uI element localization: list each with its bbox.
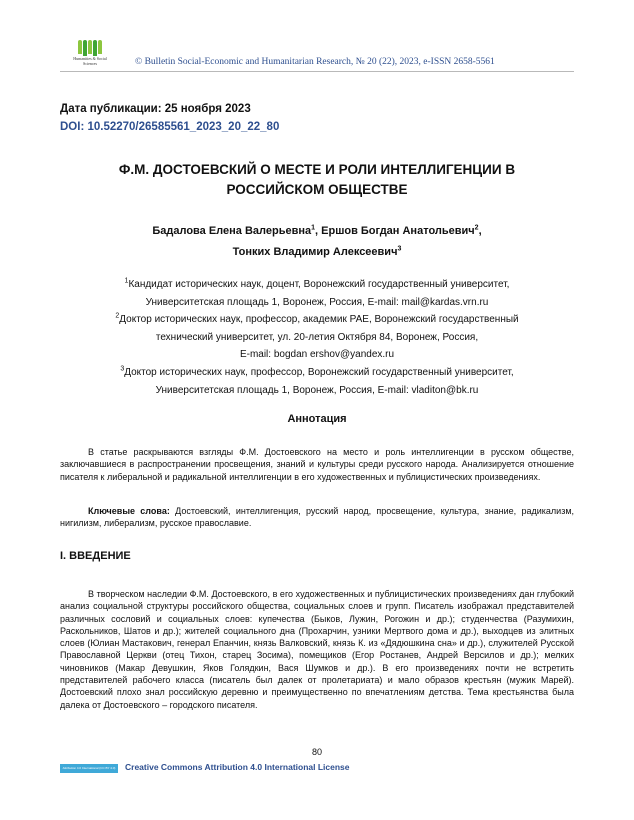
author-separator: , [315, 225, 322, 237]
affil-ref-1: 1 [124, 277, 129, 285]
logo-text-line2: Sciences [83, 61, 97, 66]
page-number: 80 [311, 747, 322, 757]
author-separator: , [478, 225, 482, 237]
annotation-heading: Аннотация [287, 413, 347, 425]
affil-2-line-3: E-mail: bogdan ershov@yandex.ru [239, 349, 395, 361]
journal-logo [60, 40, 120, 70]
section-heading-introduction: I. ВВЕДЕНИЕ [60, 550, 131, 562]
author-3: Тонких Владимир Алексеевич [232, 246, 398, 258]
header-divider [60, 71, 574, 72]
affiliations [70, 276, 564, 399]
article-title [60, 160, 574, 200]
keywords-label: Ключевые слова: [88, 506, 170, 516]
people-icon [60, 40, 120, 56]
affil-ref-2: 2 [115, 312, 120, 320]
annotation-text: В статье раскрываются взгляды Ф.М. Достоевского на место и роль интеллигенции в русском обществе, заключавшиеся в распространении просвещения, знаний и культуры среди русского народа. Анализируется отношение писателя к либеральной и радикальной интеллигенции в его художественных и публицистических произведениях. [60, 447, 574, 482]
keywords [60, 505, 574, 530]
author-1: Бадалова Елена Валерьевна [152, 225, 312, 237]
affil-1-line-1: Кандидат исторических наук, доцент, Воронежский государственный университет, [128, 279, 510, 290]
affil-3-line-2: Университетская площадь 1, Воронеж, Россия, E-mail: vladiton@bk.ru [155, 384, 479, 396]
affil-1-line-2: Университетская площадь 1, Воронеж, Россия, E-mail: mail@kardas.vrn.ru [145, 296, 489, 308]
title-line-2: РОССИЙСКОМ ОБЩЕСТВЕ [226, 182, 408, 197]
affil-ref-3: 3 [120, 365, 125, 373]
cc-license-link[interactable]: Creative Commons Attribution 4.0 International License [125, 762, 350, 772]
journal-header: © Bulletin Social-Economic and Humanitarian Research, № 20 (22), 2023, e-ISSN 2658-5561 [135, 57, 495, 67]
introduction-paragraph: В творческом наследии Ф.М. Достоевского, в его художественных и публицистических произведениях дан глубокий анализ социальной структуры российского общества, социальных слоев и групп. Писатель изображал представителей различных сословий и социальных слоев: купечества (Быков, Лужин, Рогожин и др.); студенчества (Разумихин, Раскольников, Шатов и др.); жителей социального дна (Прохарчин, узники Мертвого дома и др.), выходцев из элитных слоев (Юлиан Мастакович, генерал Епанчин, князь Валковский, князь К. из «Дядюшкина сна» и др.), служителей Русской Православной Церкви (отец Тихон, старец Зосима), помещиков (Егор Ростанев, Андрей Версилов и др.); мелких чиновников (Макар Девушкин, Яков Голядкин, Вася Шумков и др.). В его произведениях почти не встретить представителей рабочего класса (писатель был далек от пролетариата) и мало образов крестьян (мужик Марей). Достоевский плохо знал российскую деревню и преимущественно по впечатлениям детства. Тема крестьянства была далека от Достоевского – городского писателя. [60, 589, 574, 710]
keywords-text: Достоевский, интеллигенция, русский народ, просвещение, культура, знание, радикализм, нигилизм, либерализм, русское православие. [60, 506, 575, 529]
author-list [60, 221, 574, 263]
title-line-1: Ф.М. ДОСТОЕВСКИЙ О МЕСТЕ И РОЛИ ИНТЕЛЛИГЕНЦИИ В [118, 162, 516, 177]
author-1-ref: 1 [311, 224, 316, 232]
affil-2-line-2: технический университет, ул. 20-летия Октября 84, Воронеж, Россия, [155, 331, 479, 343]
author-2: Ершов Богдан Анатольевич [321, 225, 475, 237]
doi-link[interactable]: DOI: 10.52270/26585561_2023_20_22_80 [60, 121, 280, 133]
logo-text-line1: Humanities & Social [73, 56, 107, 61]
publication-date: Дата публикации: 25 ноября 2023 [60, 103, 251, 115]
author-3-ref: 3 [397, 245, 402, 253]
affil-2-line-1: Доктор исторических наук, профессор, академик РАЕ, Воронежский государственный [119, 314, 519, 326]
author-2-ref: 2 [474, 224, 479, 232]
cc-license-badge[interactable]: Attribution 4.0 International (CC BY 4.0) [60, 764, 118, 773]
affil-3-line-1: Доктор исторических наук, профессор, Воронежский государственный университет, [124, 366, 514, 378]
